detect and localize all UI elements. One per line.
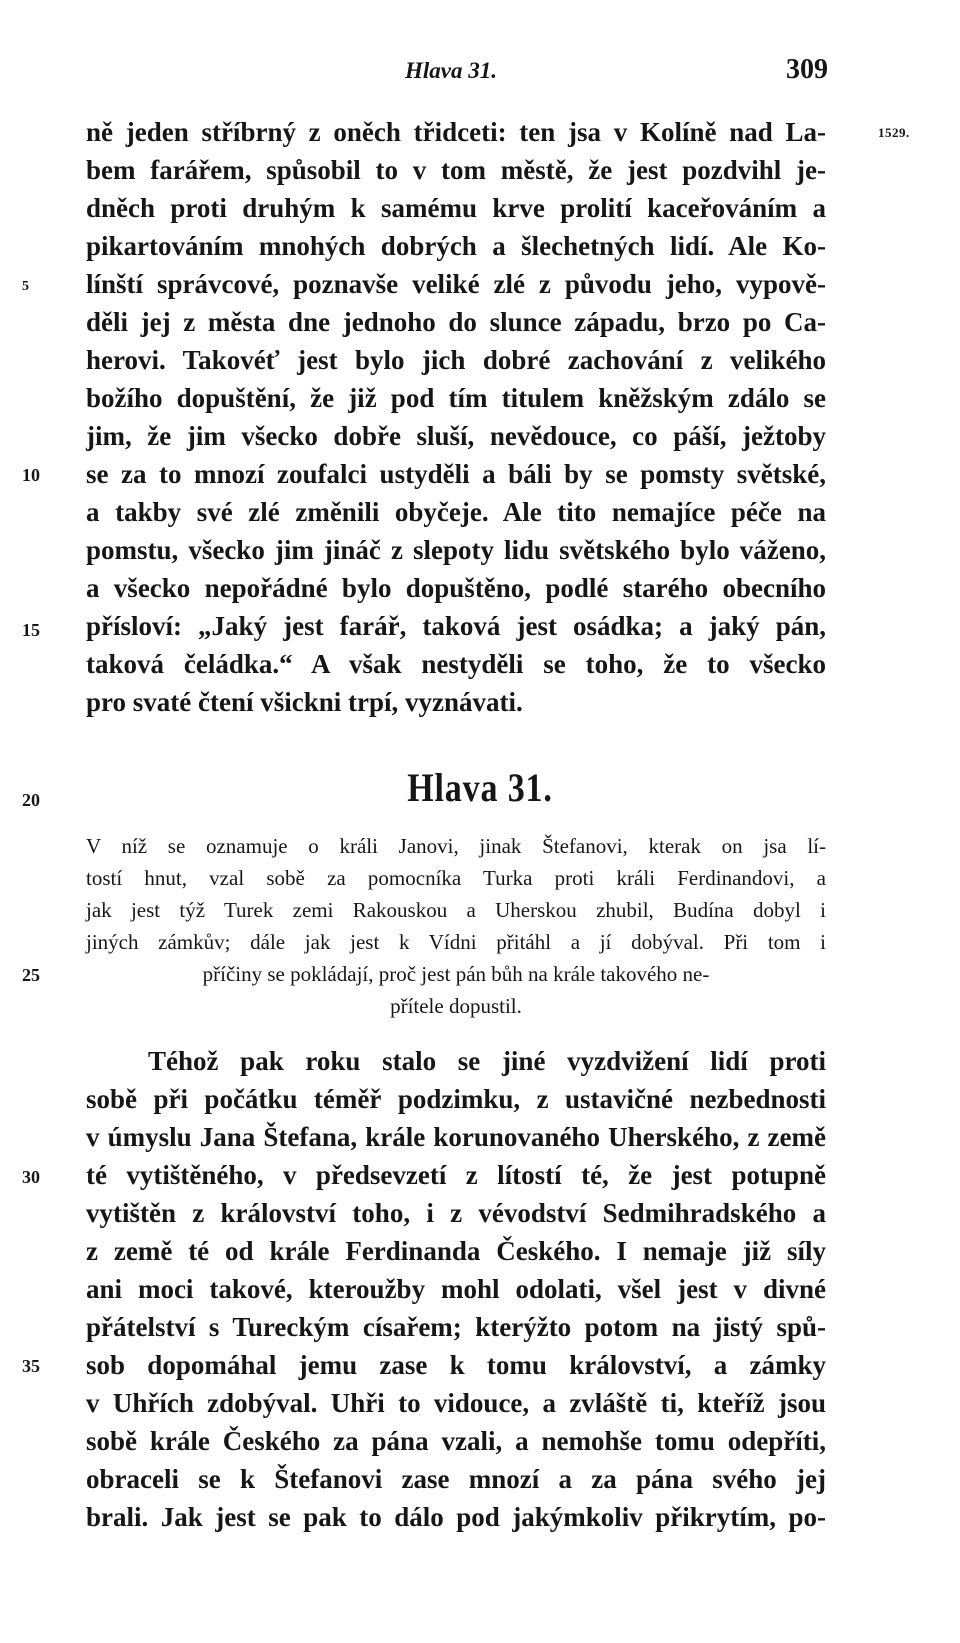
page-number: 309: [786, 54, 828, 85]
summary-line: V níž se oznamuje o králi Janovi, jinak Štefanovi, kterak on jsa lí-: [86, 834, 826, 858]
text-line: brali. Jak jest se pak to dálo pod jakýmkoliv přikrytím, po-: [86, 1502, 826, 1532]
text-line: z země té od krále Ferdinanda Českého. I nemaje již síly: [86, 1236, 826, 1266]
text-line: Téhož pak roku stalo se jiné vyzdvižení lidí proti: [148, 1046, 826, 1076]
text-line: pro svaté čtení všickni trpí, vyznávati.: [86, 687, 523, 717]
text-line: herovi. Takovéť jest bylo jich dobré zachování z velikého: [86, 345, 826, 375]
text-line: se za to mnozí zoufalci ustyděli a báli by se pomsty světské,: [86, 459, 826, 489]
line-number: 10: [22, 465, 40, 485]
summary-line: tostí hnut, vzal sobě za pomocníka Turka proti králi Ferdinandovi, a: [86, 866, 826, 890]
margin-year-note: 1529.: [878, 125, 910, 140]
line-number: 15: [22, 620, 40, 640]
text-line: dněch proti druhým k samému krve prolití kaceřováním a: [86, 193, 826, 223]
text-line: a takby své zlé změnili obyčeje. Ale tito nemajíce péče na: [86, 497, 826, 527]
text-line: v úmyslu Jana Štefana, krále korunovaného Uherského, z země: [86, 1122, 826, 1152]
text-line: v Uhřích zdobýval. Uhři to vidouce, a zvláště ti, kteříž jsou: [86, 1388, 826, 1418]
line-number: 35: [22, 1356, 40, 1376]
summary-line: přítele dopustil.: [390, 994, 522, 1018]
text-line: sob dopomáhal jemu zase k tomu království, a zámky: [86, 1350, 826, 1380]
text-line: pomstu, všecko jim jináč z slepoty lidu světského bylo váženo,: [86, 535, 826, 565]
line-number: 5: [22, 279, 29, 294]
text-line: bem farářem, spůsobil to v tom městě, že jest pozdvihl je-: [86, 155, 826, 185]
line-number: 30: [22, 1167, 40, 1187]
text-line: božího dopuštění, že již pod tím titulem kněžským zdálo se: [86, 383, 826, 413]
text-line: té vytištěného, v předsevzetí z lítostí té, že jest potupně: [86, 1160, 826, 1190]
text-line: pikartováním mnohých dobrých a šlechetných lidí. Ale Ko-: [86, 231, 826, 261]
text-line: jim, že jim všecko dobře sluší, nevědouce, co páší, ježtoby: [86, 421, 826, 451]
summary-line: příčiny se pokládají, proč jest pán bůh na krále takového ne-: [202, 962, 710, 986]
text-line: a všecko nepořádné bylo dopuštěno, podlé starého obecního: [86, 573, 826, 603]
summary-line: jiných zámkův; dále jak jest k Vídni přitáhl a jí dobýval. Při tom i: [86, 930, 826, 954]
running-header: Hlava 31.: [405, 58, 497, 83]
text-line: obraceli se k Štefanovi zase mnozí a za pána svého jej: [86, 1464, 826, 1494]
text-line: vytištěn z království toho, i z vévodství Sedmihradského a: [86, 1198, 826, 1228]
text-line: přátelství s Tureckým císařem; kterýžto potom na jistý spů-: [86, 1312, 826, 1342]
text-line: sobě při počátku téměř podzimku, z ustavičné nezbednosti: [86, 1084, 826, 1114]
text-line: ně jeden stříbrný z oněch třidceti: ten jsa v Kolíně nad La-: [86, 117, 826, 147]
text-line: sobě krále Českého za pána vzali, a nemohše tomu odepříti,: [86, 1426, 826, 1456]
line-number: 20: [22, 790, 40, 810]
text-line: taková čeládka.“ A však nestyděli se toho, že to všecko: [86, 649, 826, 679]
text-line: ani moci takové, kteroužby mohl odolati, všel jest v divné: [86, 1274, 826, 1304]
summary-line: jak jest týž Turek zemi Rakouskou a Uherskou zhubil, Budína dobyl i: [86, 898, 826, 922]
text-line: línští správcové, poznavše veliké zlé z původu jeho, vypově-: [86, 269, 826, 299]
chapter-heading: Hlava 31.: [407, 765, 553, 810]
text-line: děli jej z města dne jednoho do slunce západu, brzo po Ca-: [86, 307, 826, 337]
text-line: přísloví: „Jaký jest farář, taková jest osádka; a jaký pán,: [86, 611, 826, 641]
line-number: 25: [22, 965, 40, 985]
